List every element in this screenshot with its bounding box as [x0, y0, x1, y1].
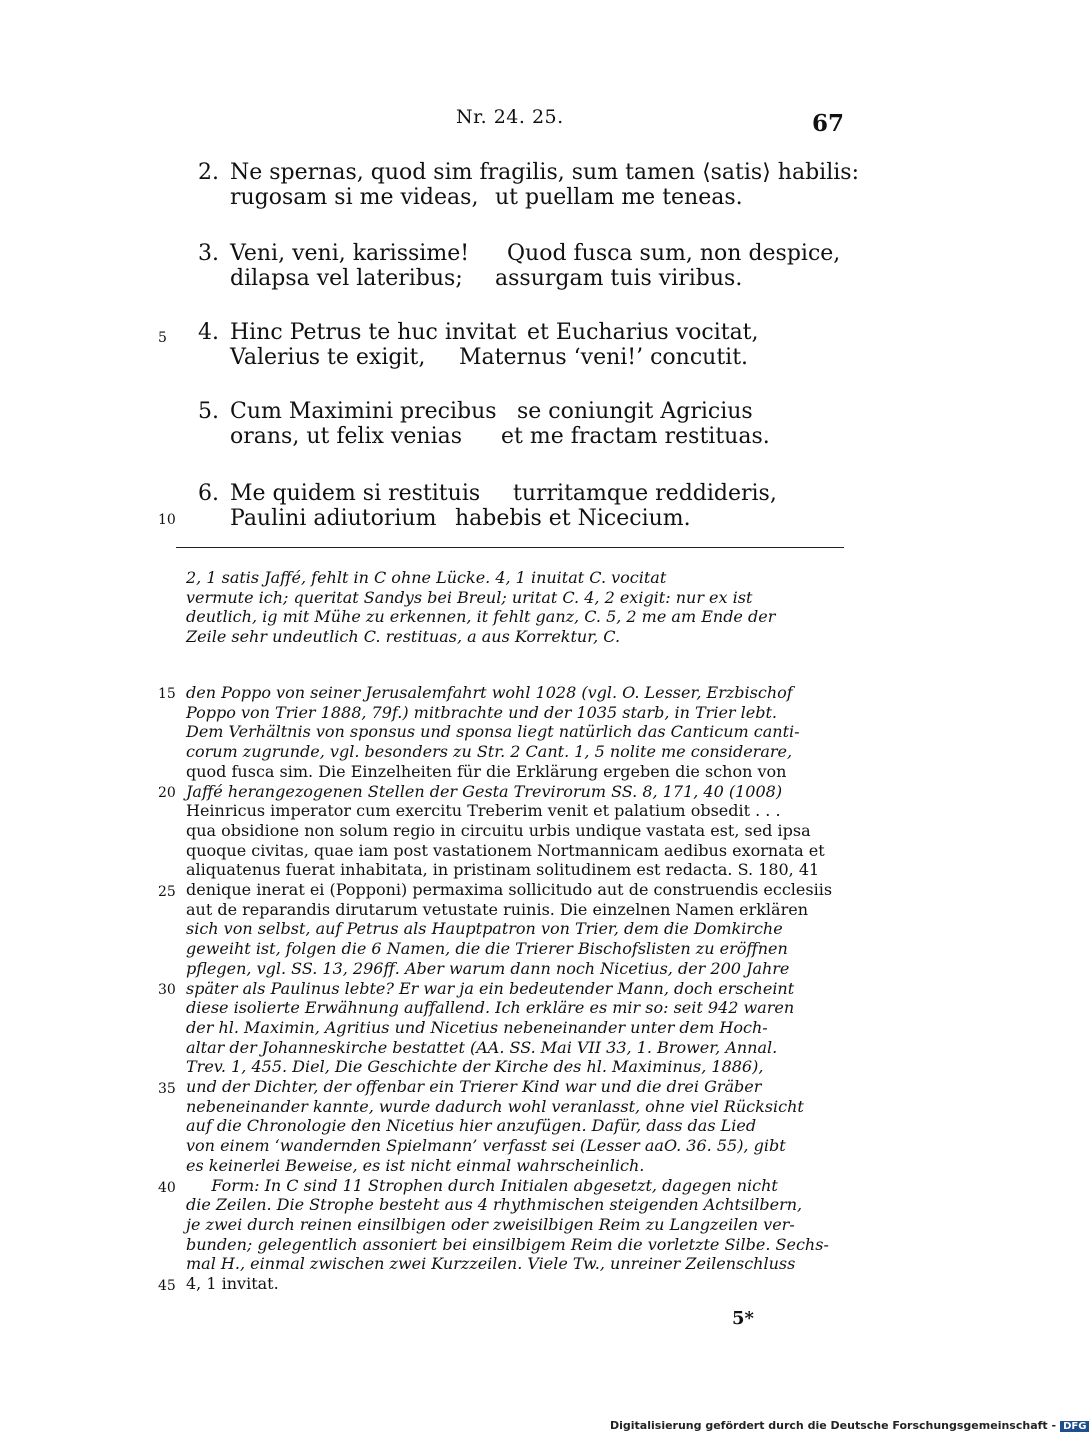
commentary-line: Jaffé herangezogenen Stellen der Gesta Trevirorum SS. 8, 171, 40 (1008)	[186, 781, 783, 801]
commentary-line: Heinricus imperator cum exercitu Treberim venit et palatium obsedit . . .	[186, 801, 781, 821]
verse-line	[198, 320, 858, 345]
verse-line	[198, 424, 858, 449]
line-number: 25	[158, 884, 176, 900]
commentary-line: pflegen, vgl. SS. 13, 296ff. Aber warum dann noch Nicetius, der 200 Jahre	[186, 958, 790, 978]
half-line-b: et Eucharius vocitat,	[527, 320, 759, 345]
line-number: 45	[158, 1278, 176, 1294]
commentary-line: qua obsidione non solum regio in circuitu urbis undique vastata est, sed ipsa	[186, 820, 811, 840]
apparatus-line: deutlich, ig mit Mühe zu erkennen, it fehlt ganz, C. 5, 2 me am Ende der	[186, 607, 776, 626]
commentary-line: Form: In C sind 11 Strophen durch Initialen abgesetzt, dagegen nicht	[186, 1175, 778, 1195]
commentary	[186, 683, 844, 1294]
stanza-number: 6.	[198, 481, 219, 506]
commentary-line: den Poppo von seiner Jerusalemfahrt wohl 1028 (vgl. O. Lesser, Erzbischof	[186, 683, 793, 702]
stanza-number: 3.	[198, 241, 219, 266]
commentary-line: auf die Chronologie den Nicetius hier anzufügen. Dafür, dass das Lied	[186, 1116, 757, 1136]
line-number-5: 5	[158, 330, 167, 346]
commentary-line: quoque civitas, quae iam post vastationem Nortmannicam aedibus exornata et	[186, 840, 825, 860]
apparatus-line: vermute ich; queritat Sandys bei Breul; uritat C. 4, 2 exigit: nur ex ist	[186, 587, 753, 607]
half-line-b: habebis et Nicecium.	[455, 506, 691, 531]
half-line-b: et me fractam restituas.	[501, 424, 770, 449]
half-line-a: Cum Maximini precibus	[230, 399, 497, 424]
commentary-line: Trev. 1, 455. Diel, Die Geschichte der Kirche des hl. Maximinus, 1886),	[186, 1057, 764, 1077]
apparatus-line: Zeile sehr undeutlich C. restituas, a aus Korrektur, C.	[186, 626, 621, 646]
commentary-line: aut de reparandis dirutarum vetustate ruinis. Die einzelnen Namen erklären	[186, 899, 809, 919]
half-line-a: Me quidem si restituis	[230, 481, 481, 506]
commentary-line: je zwei durch reinen einsilbigen oder zweisilbigen Reim zu Langzeilen ver-	[186, 1214, 795, 1234]
half-line-b: se coniungit Agricius	[517, 399, 753, 424]
half-line-a: Veni, veni, karissime!	[230, 241, 470, 266]
apparatus-line: 2, 1 satis Jaffé, fehlt in C ohne Lücke. 4, 1 inuitat C. vocitat	[186, 568, 667, 587]
line-number-10: 10	[158, 512, 176, 528]
verse-line	[198, 506, 858, 531]
commentary-line: geweiht ist, folgen die 6 Namen, die die Trierer Bischofslisten zu eröffnen	[186, 939, 788, 959]
stanza-2	[198, 160, 858, 210]
critical-apparatus	[186, 568, 842, 646]
half-line-b: sum tamen ⟨satis⟩ habilis:	[571, 160, 859, 185]
commentary-line: altar der Johanneskirche bestattet (AA. SS. Mai VII 33, 1. Brower, Annal.	[186, 1037, 778, 1057]
stanza-3	[198, 241, 858, 291]
line-number: 30	[158, 982, 176, 998]
commentary-line: Poppo von Trier 1888, 79f.) mitbrachte und der 1035 starb, in Trier lebt.	[186, 702, 777, 722]
half-line-a: Paulini adiutorium	[230, 506, 437, 531]
half-line-b: Quod fusca sum, non despice,	[507, 241, 841, 266]
verse-line	[198, 399, 858, 424]
line-number: 35	[158, 1081, 176, 1097]
commentary-line: und der Dichter, der offenbar ein Trierer Kind war und die drei Gräber	[186, 1077, 762, 1097]
footer-credit	[610, 1419, 1089, 1432]
stanza-6	[198, 481, 858, 531]
commentary-line: mal H., einmal zwischen zwei Kurzzeilen. Viele Tw., unreiner Zeilenschluss	[186, 1254, 796, 1274]
commentary-line: quod fusca sim. Die Einzelheiten für die Erklärung ergeben die schon von	[186, 761, 787, 781]
verse-line	[198, 160, 858, 185]
half-line-a: Ne spernas, quod sim fragilis,	[230, 160, 565, 185]
page-number: 67	[812, 110, 845, 137]
commentary-line: corum zugrunde, vgl. besonders zu Str. 2 Cant. 1, 5 nolite me considerare,	[186, 742, 793, 762]
running-head: Nr. 24. 25.	[456, 106, 564, 128]
line-number: 40	[158, 1180, 176, 1196]
dfg-logo: DFG	[1060, 1421, 1089, 1432]
commentary-line: es keinerlei Beweise, es ist nicht einmal wahrscheinlich.	[186, 1155, 645, 1175]
verse-line	[198, 241, 858, 266]
commentary-line: der hl. Maximin, Agritius und Nicetius nebeneinander unter dem Hoch-	[186, 1017, 768, 1037]
stanza-5	[198, 399, 858, 449]
commentary-line: aliquatenus fuerat inhabitata, in pristinam solitudinem est redacta. S. 180, 41	[186, 860, 820, 880]
stanza-4	[198, 320, 858, 370]
half-line-a: dilapsa vel lateribus;	[230, 266, 463, 291]
commentary-line: denique inerat ei (Popponi) permaxima sollicitudo aut de construendis ecclesiis	[186, 880, 833, 900]
footer-text: Digitalisierung gefördert durch die Deutsche Forschungsgemeinschaft -	[610, 1419, 1057, 1432]
commentary-line: Dem Verhältnis von sponsus und sponsa liegt natürlich das Canticum canti-	[186, 722, 800, 742]
half-line-b: ut puellam me teneas.	[495, 185, 743, 210]
commentary-line: diese isolierte Erwähnung auffallend. Ich erkläre es mir so: seit 942 waren	[186, 998, 795, 1018]
commentary-line: sich von selbst, auf Petrus als Hauptpatron von Trier, dem die Domkirche	[186, 919, 783, 939]
verse-line	[198, 345, 858, 370]
verse-line	[198, 185, 858, 210]
separator-rule	[176, 547, 844, 548]
stanza-number: 4.	[198, 320, 219, 345]
commentary-line: die Zeilen. Die Strophe besteht aus 4 rhythmischen steigenden Achtsilbern,	[186, 1195, 803, 1215]
half-line-b: assurgam tuis viribus.	[495, 266, 743, 291]
line-number: 15	[158, 686, 176, 702]
half-line-a: rugosam si me videas,	[230, 185, 479, 210]
commentary-line: 4, 1 invitat.	[186, 1274, 279, 1294]
stanza-number: 5.	[198, 399, 219, 424]
line-number: 20	[158, 785, 176, 801]
verse-line	[198, 481, 858, 506]
half-line-a: orans, ut felix venias	[230, 424, 463, 449]
commentary-line: bunden; gelegentlich assoniert bei einsilbigem Reim die vorletzte Silbe. Sechs-	[186, 1234, 829, 1254]
half-line-b: Maternus ‘veni!’ concutit.	[459, 345, 749, 370]
commentary-line: nebeneinander kannte, wurde dadurch wohl veranlasst, ohne viel Rücksicht	[186, 1096, 804, 1116]
signature-mark: 5*	[732, 1308, 754, 1329]
commentary-line: von einem ‘wandernden Spielmann’ verfasst sei (Lesser aaO. 36. 55), gibt	[186, 1136, 786, 1156]
half-line-b: turritamque reddideris,	[513, 481, 777, 506]
verse-line	[198, 266, 858, 291]
half-line-a: Valerius te exigit,	[230, 345, 426, 370]
stanza-number: 2.	[198, 160, 219, 185]
commentary-line: später als Paulinus lebte? Er war ja ein bedeutender Mann, doch erscheint	[186, 978, 795, 998]
half-line-a: Hinc Petrus te huc invitat	[230, 320, 517, 345]
